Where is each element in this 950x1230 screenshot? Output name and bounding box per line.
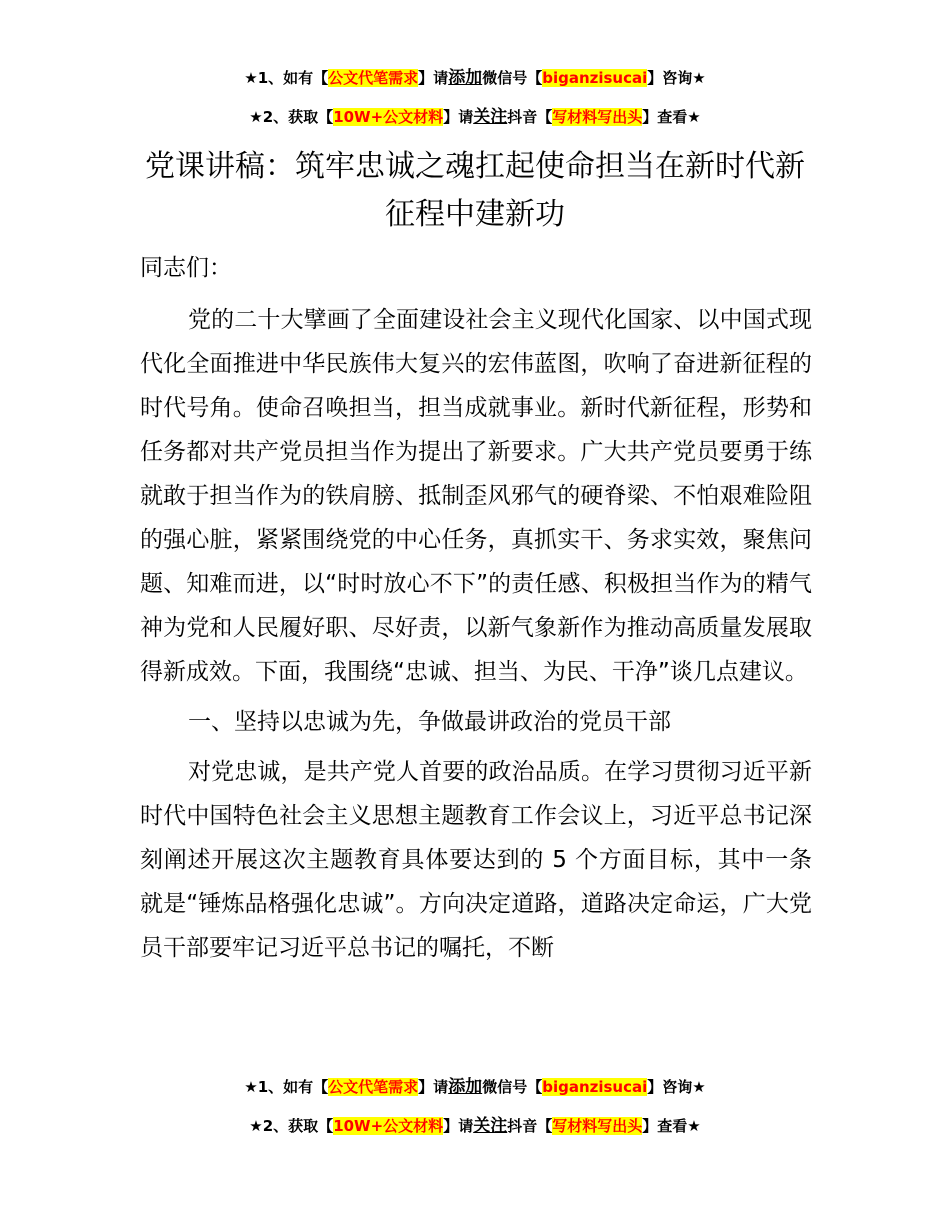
promo-emphasis: 关注 (473, 107, 508, 127)
promo-douyin-id: 写材料写出头 (552, 1117, 643, 1135)
promo-text: 抖音【 (507, 1117, 553, 1135)
body-paragraph: 对党忠诚，是共产党人首要的政治品质。在学习贯彻习近平新时代中国特色社会主义思想主题教育工作会议上，习近平总书记深刻阐述开展这次主题教育具体要达到的 5 个方面目标，其中一条就是“锤炼品格强化忠诚”。方向决定道路，道路决定命运，广大党员干部要牢记习近平总书记的嘱托，不断 (140, 759, 812, 961)
promo-suffix: 】查看★ (642, 1117, 701, 1135)
header-promo-line-1 (0, 67, 950, 89)
promo-suffix: 】咨询★ (647, 1078, 706, 1096)
promo-text: 】请 (443, 1117, 474, 1135)
promo-wechat-id: biganzisucai (542, 1078, 648, 1096)
header-promo-line-2 (0, 106, 950, 128)
promo-highlight: 公文代笔需求 (328, 1078, 419, 1096)
document-title: 党课讲稿：筑牢忠诚之魂扛起使命担当在新时代新征程中建新功 (145, 149, 805, 232)
promo-text: 微信号【 (482, 69, 543, 87)
promo-text: 微信号【 (482, 1078, 543, 1096)
salutation: 同志们： (140, 255, 232, 281)
promo-highlight: 公文代笔需求 (328, 69, 419, 87)
promo-emphasis: 添加 (448, 68, 483, 88)
promo-text: 】请 (418, 1078, 449, 1096)
promo-suffix: 】查看★ (642, 108, 701, 126)
promo-emphasis: 关注 (473, 1116, 508, 1136)
section-heading: 一、坚持以忠诚为先，争做最讲政治的党员干部 (188, 709, 671, 735)
promo-suffix: 】咨询★ (647, 69, 706, 87)
promo-text: 】请 (443, 108, 474, 126)
promo-highlight: 10W+公文材料 (333, 108, 444, 126)
document-body (140, 246, 812, 970)
promo-emphasis: 添加 (448, 1077, 483, 1097)
footer-promo-line-1 (0, 1076, 950, 1098)
footer-promo-line-2 (0, 1115, 950, 1137)
promo-prefix: ★2、获取【 (249, 1117, 334, 1135)
promo-douyin-id: 写材料写出头 (552, 108, 643, 126)
promo-wechat-id: biganzisucai (542, 69, 648, 87)
promo-prefix: ★2、获取【 (249, 108, 334, 126)
promo-text: 抖音【 (507, 108, 553, 126)
promo-prefix: ★1、如有【 (244, 69, 329, 87)
promo-text: 】请 (418, 69, 449, 87)
promo-prefix: ★1、如有【 (244, 1078, 329, 1096)
promo-highlight: 10W+公文材料 (333, 1117, 444, 1135)
body-paragraph: 党的二十大擘画了全面建设社会主义现代化国家、以中国式现代化全面推进中华民族伟大复兴的宏伟蓝图，吹响了奋进新征程的时代号角。使命召唤担当，担当成就事业。新时代新征程，形势和任务都对共产党员担当作为提出了新要求。广大共产党员要勇于练就敢于担当作为的铁肩膀、抵制歪风邪气的硬脊梁、不怕艰难险阻的强心脏，紧紧围绕党的中心任务，真抓实干、务求实效，聚焦问题、知难而进，以“时时放心不下”的责任感、积极担当作为的精气神为党和人民履好职、尽好责，以新气象新作为推动高质量发展取得新成效。下面，我围绕“忠诚、担当、为民、干净”谈几点建议。 (140, 307, 812, 685)
